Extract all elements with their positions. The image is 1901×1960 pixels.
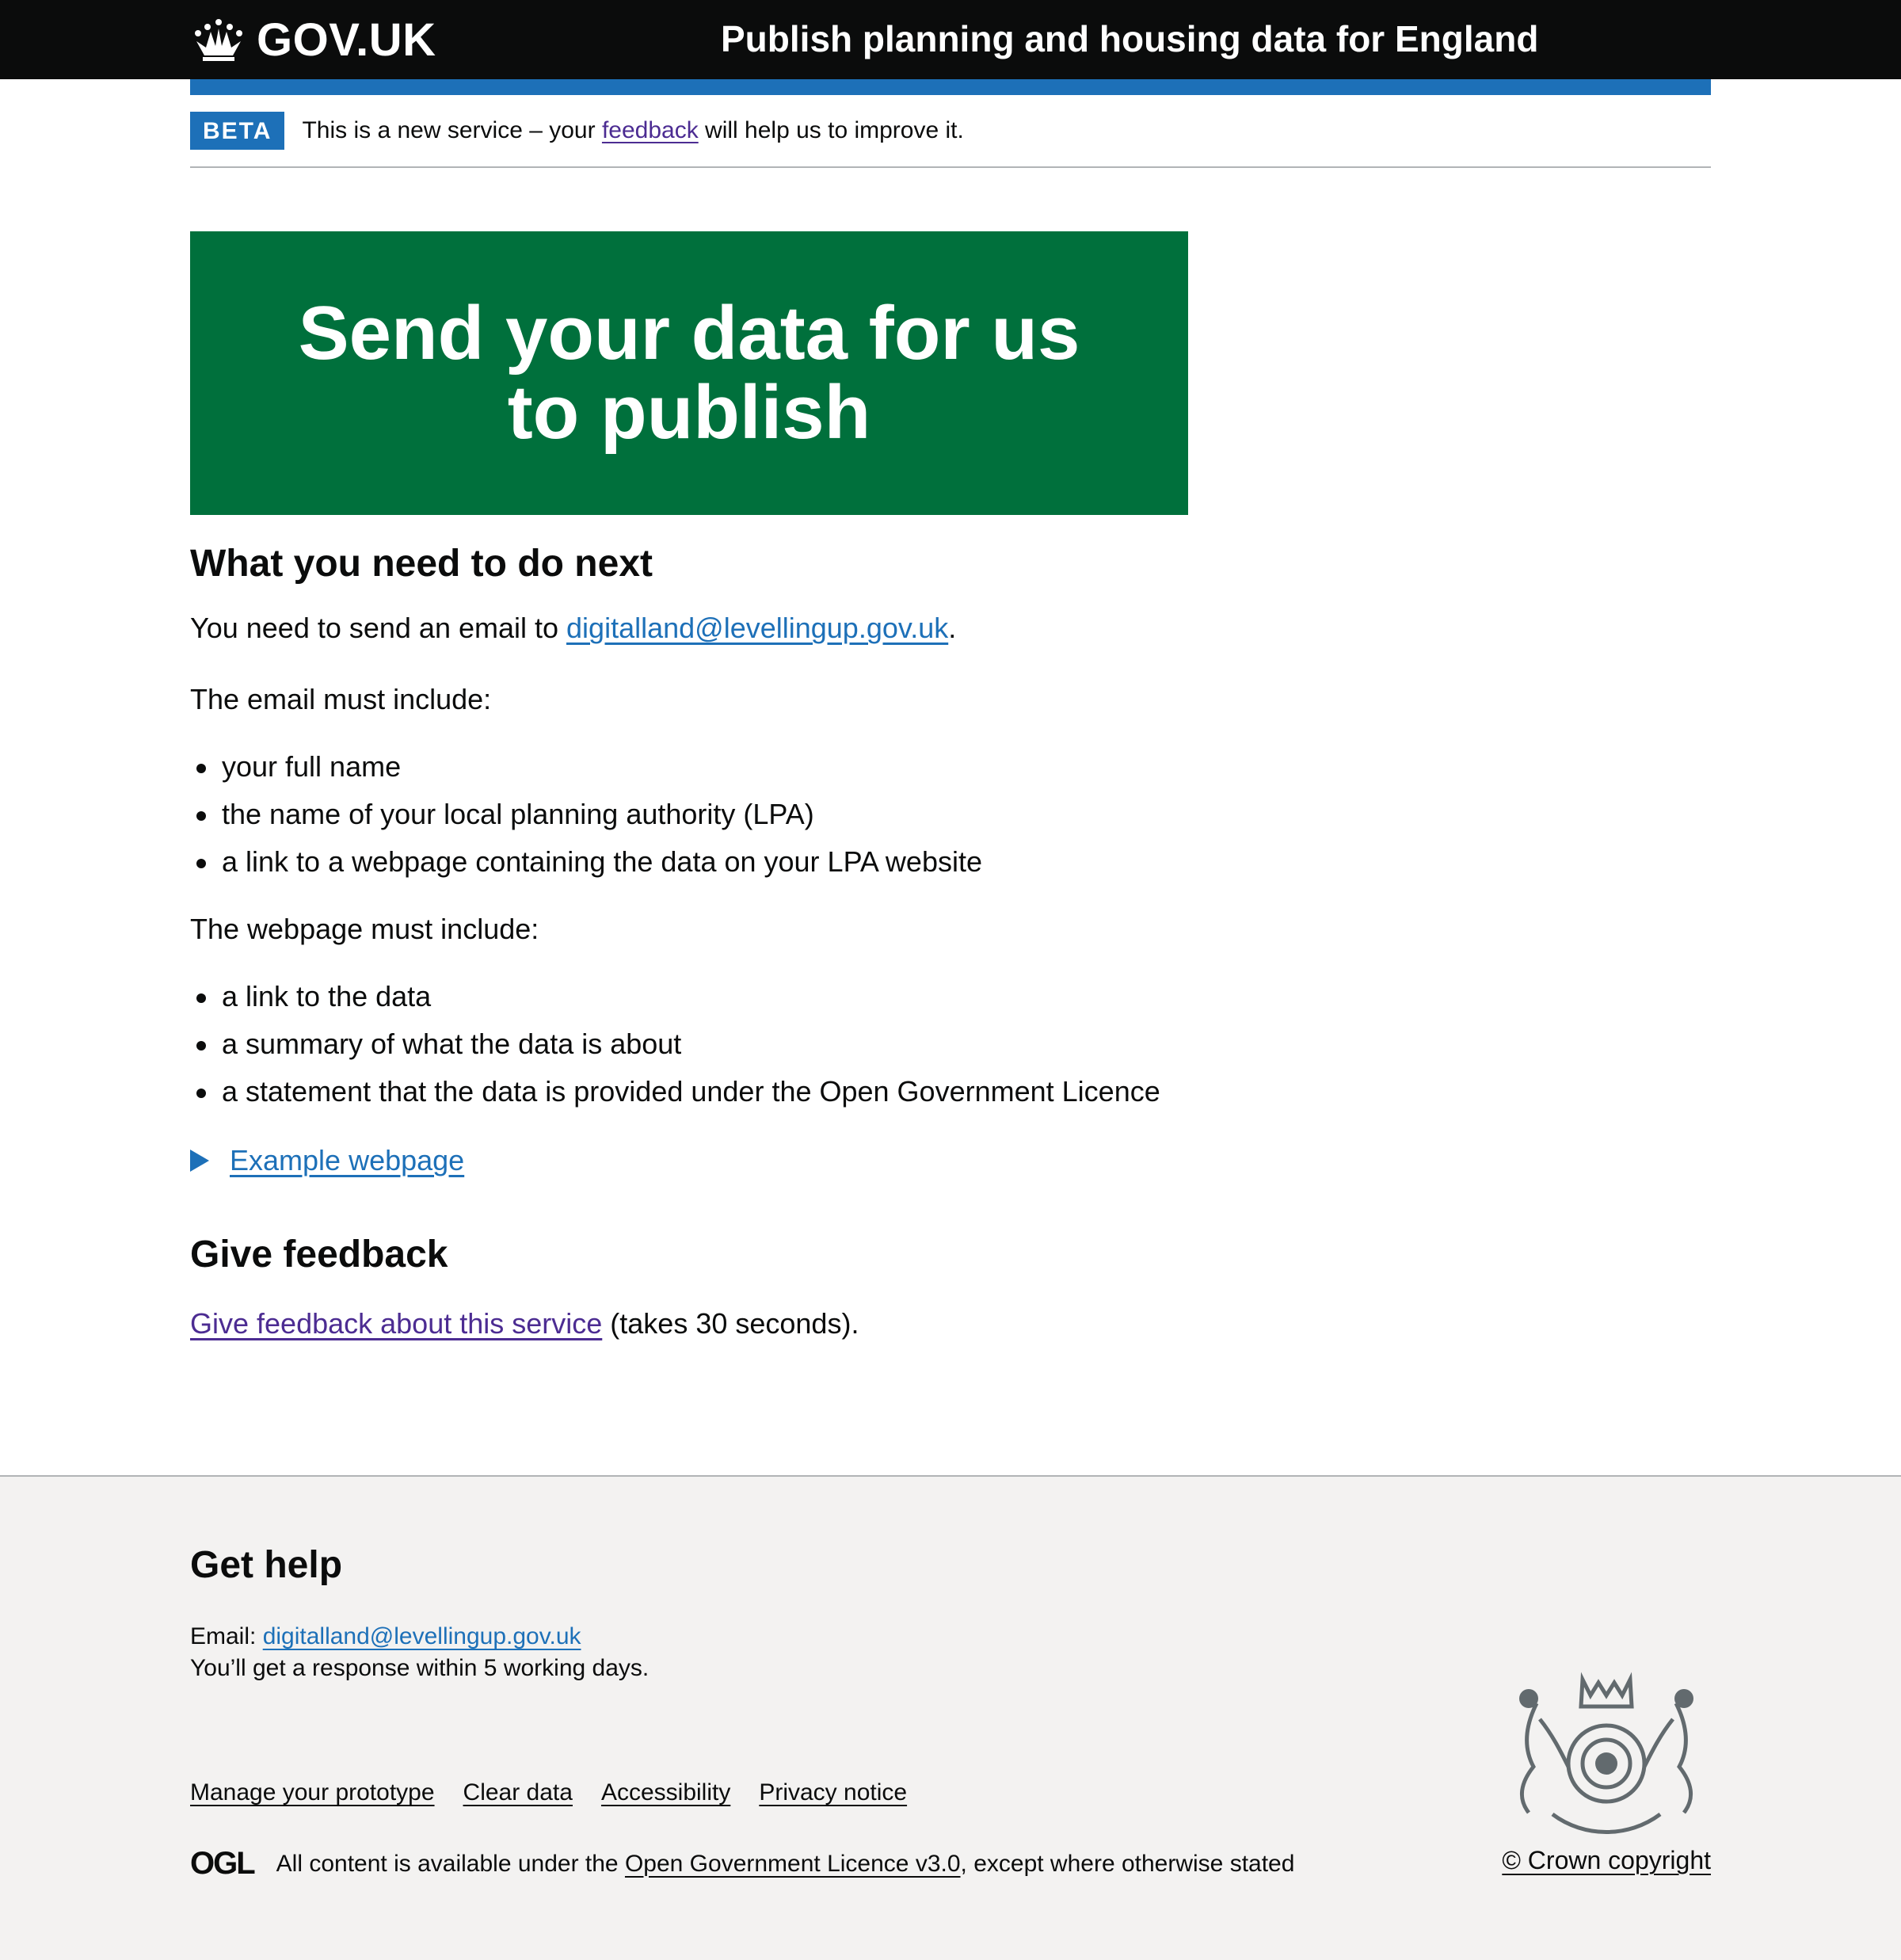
- list-item: the name of your local planning authority (LPA): [190, 791, 1220, 838]
- ogl-logo-icon: OGL: [190, 1846, 254, 1881]
- footer-links: [190, 1779, 907, 1806]
- email-intro: You need to send an email to: [190, 612, 567, 644]
- email-must-include: The email must include:: [190, 683, 492, 715]
- feedback-heading: Give feedback: [190, 1234, 448, 1276]
- govuk-logo-link[interactable]: [190, 14, 436, 65]
- help-email-label: Email:: [190, 1623, 263, 1649]
- beta-tag: BETA: [190, 112, 284, 150]
- email-period: .: [948, 612, 957, 644]
- next-steps-heading: What you need to do next: [190, 543, 653, 585]
- footer-inner: [190, 1477, 1711, 1960]
- licence-before: All content is available under the: [276, 1850, 625, 1877]
- crown-icon: [190, 17, 247, 62]
- site-footer: [0, 1475, 1901, 1960]
- example-webpage-details[interactable]: [190, 1144, 1220, 1177]
- list-item: a statement that the data is provided under the Open Government Licence: [190, 1068, 1220, 1115]
- phase-text-before: This is a new service – your: [302, 117, 602, 143]
- licence-after: , except where otherwise stated: [960, 1850, 1295, 1877]
- feedback-suffix: (takes 30 seconds).: [602, 1307, 859, 1340]
- phase-text-after: will help us to improve it.: [698, 117, 964, 143]
- main-content: [190, 539, 1220, 1344]
- logo-text: GOV.UK: [257, 13, 436, 66]
- list-item: a link to a webpage containing the data on your LPA website: [190, 838, 1220, 886]
- footer-link-accessibility[interactable]: Accessibility: [600, 1779, 731, 1806]
- confirmation-panel: [190, 231, 1188, 515]
- crown-copyright-link[interactable]: © Crown copyright: [1502, 1846, 1711, 1874]
- triangle-right-icon: [190, 1150, 209, 1172]
- response-time-text: You’ll get a response within 5 working days.: [190, 1655, 650, 1681]
- footer-link-clear-data[interactable]: Clear data: [463, 1779, 573, 1806]
- help-email-link[interactable]: digitalland@levellingup.gov.uk: [262, 1623, 581, 1649]
- panel-title: Send your data for us to publish: [298, 291, 1080, 455]
- webpage-requirements-list: [190, 973, 1220, 1115]
- list-item: a summary of what the data is about: [190, 1020, 1220, 1068]
- help-email-line: [190, 1621, 649, 1653]
- example-webpage-summary[interactable]: Example webpage: [230, 1144, 465, 1176]
- licence-text: [276, 1851, 1295, 1878]
- get-help-heading: Get help: [190, 1544, 343, 1586]
- header-blue-bar: [190, 79, 1711, 95]
- email-requirements-list: [190, 743, 1220, 886]
- site-header: [0, 0, 1901, 79]
- phase-banner: [190, 95, 1711, 168]
- list-item: a link to the data: [190, 973, 1220, 1020]
- royal-coat-of-arms-icon: [1505, 1672, 1708, 1838]
- email-link[interactable]: digitalland@levellingup.gov.uk: [566, 612, 949, 644]
- phase-feedback-link[interactable]: feedback: [601, 117, 699, 143]
- give-feedback-link[interactable]: Give feedback about this service: [190, 1307, 603, 1340]
- email-instruction: [190, 608, 1220, 648]
- footer-link-manage-prototype[interactable]: Manage your prototype: [190, 1779, 435, 1806]
- service-name-link[interactable]: Publish planning and housing data for England: [721, 18, 1539, 59]
- webpage-must-include: The webpage must include:: [190, 913, 539, 945]
- list-item: your full name: [190, 743, 1220, 791]
- licence-line: [190, 1846, 1294, 1882]
- phase-banner-text: [302, 117, 963, 144]
- help-contact: [190, 1621, 649, 1684]
- feedback-paragraph: [190, 1304, 1220, 1344]
- footer-link-privacy-notice[interactable]: Privacy notice: [759, 1779, 908, 1806]
- open-government-licence-link[interactable]: Open Government Licence v3.0: [624, 1850, 961, 1877]
